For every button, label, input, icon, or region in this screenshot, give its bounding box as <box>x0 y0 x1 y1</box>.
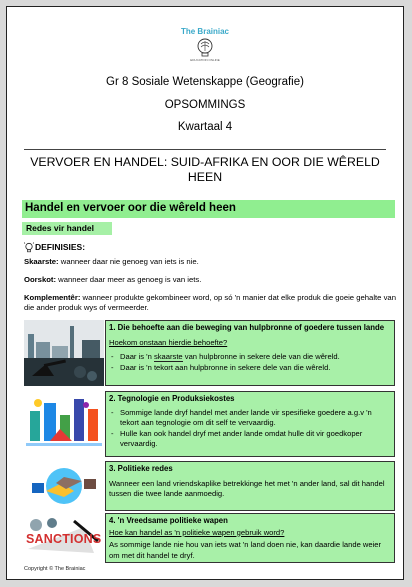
lightbulb-icon <box>24 242 34 253</box>
bullet-post: van hulpbronne in sekere dele van die wêreld. <box>182 352 340 361</box>
box-title: 4. 'n Vreedsame politieke wapen <box>109 516 228 525</box>
reason-box-2 <box>105 391 395 457</box>
definitions-heading-text: DEFINISIES: <box>35 242 86 252</box>
definition-term: Oorskot: <box>24 275 57 284</box>
box-title: 1. Die behoefte aan die beweging van hulpbronne of goedere tussen lande <box>109 323 385 332</box>
term-heading: Kwartaal 4 <box>177 121 233 133</box>
sanctions-illustration <box>24 513 104 563</box>
definition-term: Skaarste: <box>24 257 59 266</box>
divider <box>24 149 386 150</box>
handshake-illustration <box>24 461 104 511</box>
bullet-item: - Sommige lande dryf handel met ander lande vir spesifieke goedere a.g.v 'n tekort aan tegnologie om dit self te vervaardig. <box>120 408 391 429</box>
sanctions-word: SANCTIONS <box>26 532 102 546</box>
definition-item <box>24 293 396 313</box>
bullet-pre: Daar is 'n tekort aan hulpbronne in sekere dele van die wêreld. <box>120 362 331 372</box>
reason-box-1 <box>105 320 395 386</box>
box-question: Hoe kan handel as 'n politieke wapen gebruik word? <box>109 527 285 537</box>
definition-text: wanneer daar nie genoeg van iets is nie. <box>58 257 199 266</box>
industry-illustration <box>24 320 104 386</box>
summary-heading: OPSOMMINGS <box>164 99 246 111</box>
box-title: 3. Politieke redes <box>109 464 173 473</box>
lightbulb-icon <box>196 38 214 58</box>
definitions-heading <box>24 242 85 253</box>
brand-logo <box>7 27 403 62</box>
logo-name: The Brainiac <box>180 27 229 36</box>
section-subtitle: Redes vir handel <box>22 222 112 235</box>
bullet-item <box>120 352 391 363</box>
box-title: 2. Tegnologie en Produksiekostes <box>109 394 235 403</box>
copyright: Copyright © The Brainiac <box>24 566 86 572</box>
box-question: Hoekom onstaan hierdie behoefte? <box>109 337 228 347</box>
definition-item <box>24 257 396 267</box>
technology-illustration <box>24 391 104 457</box>
box-text: As sommige lande nie hou van iets wat 'n land doen nie, kan daardie lande weier om met dit handel te dryf. <box>109 540 382 560</box>
document-page <box>6 6 404 580</box>
box-text: Wanneer een land vriendskaplike betrekkinge het met 'n ander land, sal dit handel tussen die twee lande aanmoedig. <box>109 478 385 498</box>
bullet-highlight: skaarste <box>153 352 183 361</box>
logo-subtitle: EDUCATION ONLINE <box>190 58 220 62</box>
reason-box-4 <box>105 513 395 563</box>
bullet-item: - Hulle kan ook handel dryf met ander lande omdat hulle dit vir goedkoper vervaardig. <box>120 429 391 450</box>
definition-text: wanneer daar meer as genoeg is van iets. <box>56 275 202 284</box>
section-title: Handel en vervoer oor die wêreld heen <box>22 200 395 218</box>
box-bullets <box>109 408 391 450</box>
page-title: VERVOER EN HANDEL: SUID-AFRIKA EN OOR DIE WÊRELD HEEN <box>30 155 380 184</box>
definition-text: wanneer produkte gekombineer word, op só 'n manier dat elke produk die goeie gehalte van die ander produk wys of vermeerder. <box>24 293 396 312</box>
box-bullets <box>109 352 391 373</box>
definition-item <box>24 275 396 285</box>
bullet-item <box>120 363 391 374</box>
reason-box-3 <box>105 461 395 511</box>
definition-term: Komplementêr: <box>24 293 81 302</box>
subject-heading: Gr 8 Sosiale Wetenskappe (Geografie) <box>106 76 304 88</box>
bullet-pre: Daar is 'n <box>120 352 154 361</box>
